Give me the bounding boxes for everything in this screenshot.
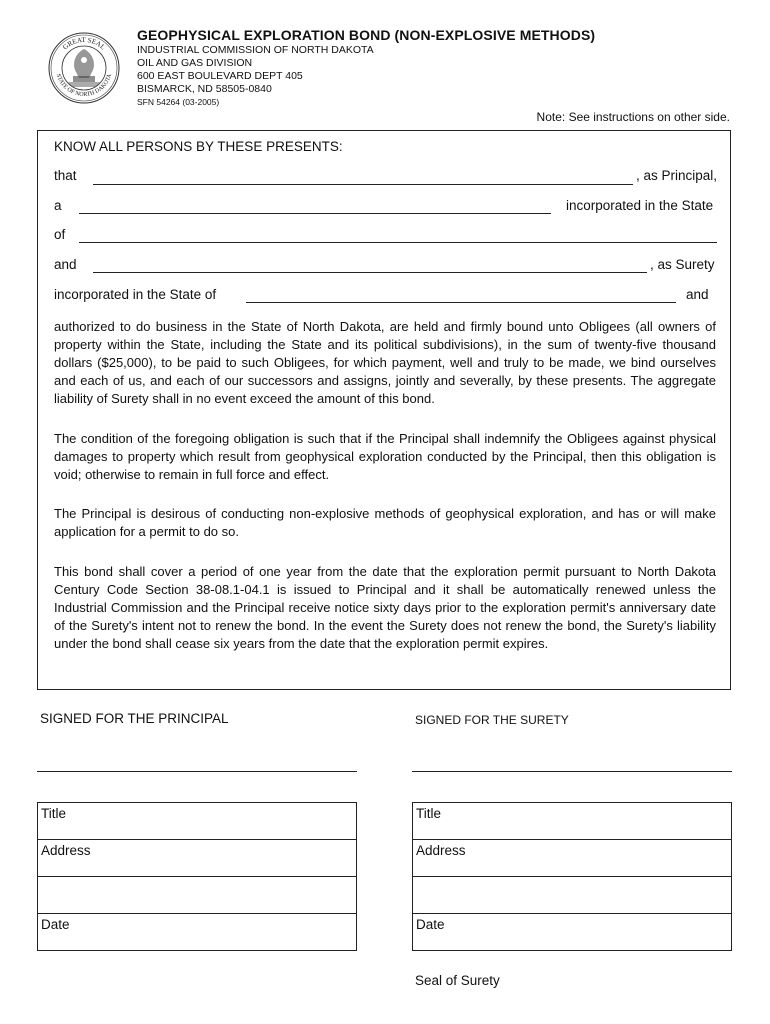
agency-line: INDUSTRIAL COMMISSION OF NORTH DAKOTA (137, 44, 374, 56)
principal-address-line2-field[interactable] (38, 877, 356, 914)
surety-suffix: , as Surety (650, 257, 715, 272)
form-number: SFN 54264 (03-2005) (137, 97, 220, 107)
seal-of-surety-label: Seal of Surety (415, 973, 500, 988)
surety-signature-line[interactable] (412, 771, 732, 772)
principal-signature-line[interactable] (37, 771, 357, 772)
agency-line: 600 EAST BOULEVARD DEPT 405 (137, 70, 303, 82)
principal-name-field[interactable] (93, 184, 633, 185)
form-title: GEOPHYSICAL EXPLORATION BOND (NON-EXPLOSIVE METHODS) (137, 27, 596, 43)
principal-date-field[interactable]: Date (38, 914, 356, 951)
principal-suffix: , as Principal, (636, 168, 718, 183)
surety-date-field[interactable]: Date (413, 914, 731, 951)
surety-signature-heading: SIGNED FOR THE SURETY (415, 713, 569, 727)
form-heading: KNOW ALL PERSONS BY THESE PRESENTS: (54, 139, 343, 154)
principal-title-field[interactable]: Title (38, 803, 356, 840)
principal-signature-heading: SIGNED FOR THE PRINCIPAL (40, 711, 229, 726)
and-label: and (54, 257, 77, 272)
surety-state-suffix: and (686, 287, 709, 302)
principal-details-table (37, 802, 357, 951)
surety-title-field[interactable]: Title (413, 803, 731, 840)
principal-address-field[interactable]: Address (38, 840, 356, 877)
instructions-note: Note: See instructions on other side. (536, 110, 730, 124)
surety-name-field[interactable] (93, 272, 647, 273)
surety-state-label: incorporated in the State of (54, 287, 217, 302)
incorporated-label: incorporated in the State (566, 198, 714, 213)
of-label: of (54, 227, 66, 242)
surety-address-line2-field[interactable] (413, 877, 731, 914)
bond-paragraph: The Principal is desirous of conducting non-explosive methods of geophysical exploration, and has or will make application for a permit to do so. (54, 506, 716, 539)
principal-type-field[interactable] (79, 213, 551, 214)
agency-line: OIL AND GAS DIVISION (137, 57, 253, 69)
state-seal-icon (48, 32, 120, 104)
a-label: a (54, 198, 62, 213)
surety-address-field[interactable]: Address (413, 840, 731, 877)
bond-paragraph: This bond shall cover a period of one year from the date that the exploration permit pursuant to North Dakota Century Code Section 38-08.1-04.1 is issued to Principal and it shall be automatically renewed unless the Industrial Commission and the Principal receive notice sixty days prior to the exploration permit's anniversary date of the Surety's intent not to renew the bond. In the event the Surety does not renew the bond, the Surety's liability under the bond shall cease six years from the date that the exploration permit expires. (54, 564, 716, 651)
that-label: that (54, 168, 77, 183)
surety-details-table (412, 802, 732, 951)
agency-line: BISMARCK, ND 58505-0840 (137, 83, 272, 95)
svg-text:GREAT SEAL: GREAT SEAL (61, 35, 107, 52)
principal-state-field[interactable] (79, 242, 717, 243)
bond-paragraph: authorized to do business in the State of North Dakota, are held and firmly bound unto Obligees (all owners of property within the State, including the State and its political subdivisions), in the sum of twenty-five thousand dollars ($25,000), to be paid to such Obligees, for which payment, well and truly to be made, we bind ourselves and each of us, and each of our successors and assigns, jointly and severally, by these presents. The aggregate liability of Surety shall in no event exceed the amount of this bond. (54, 319, 716, 406)
bond-paragraph: The condition of the foregoing obligation is such that if the Principal shall indemnify the Obligees against physical damages to property which result from geophysical exploration conducted by the Principal, then this obligation is void; otherwise to remain in full force and effect. (54, 431, 716, 482)
svg-text:STATE OF NORTH DAKOTA: STATE OF NORTH DAKOTA (54, 73, 114, 99)
surety-state-field[interactable] (246, 302, 676, 303)
